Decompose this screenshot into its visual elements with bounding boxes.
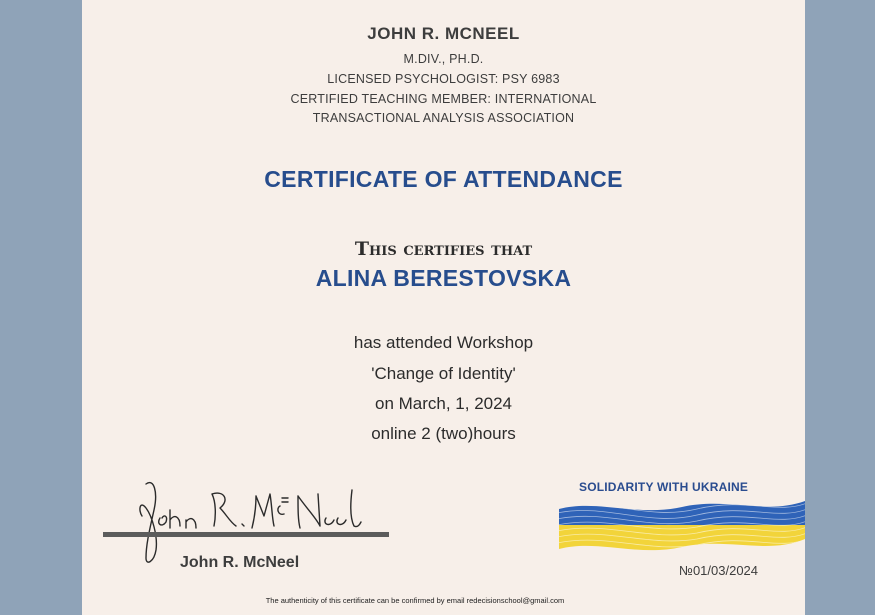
signatory-name: John R. McNeel xyxy=(180,554,300,571)
issuer-name: JOHN R. MCNEEL xyxy=(367,24,520,43)
certificate-title: CERTIFICATE OF ATTENDANCE xyxy=(264,166,623,192)
issuer-degree: M.DIV., PH.D. xyxy=(403,52,484,66)
recipient-name: ALINA BERESTOVSKA xyxy=(315,265,572,291)
authenticity-footer: The authenticity of this certificate can be confirmed by email redecisionschool@gmail.com xyxy=(265,596,565,605)
workshop-name: 'Change of Identity' xyxy=(371,364,516,383)
solidarity-badge-text: SOLIDARITY WITH UKRAINE xyxy=(579,480,749,494)
issuer-license: LICENSED PSYCHOLOGIST: PSY 6983 xyxy=(327,72,560,86)
ukraine-wave-flag-icon xyxy=(557,495,807,555)
certificate-number: №01/03/2024 xyxy=(679,563,759,578)
signature-line xyxy=(103,532,389,537)
certifies-text: This certifies that xyxy=(354,238,533,260)
workshop-date: on March, 1, 2024 xyxy=(374,394,513,413)
attendance-line: has attended Workshop xyxy=(353,333,534,352)
issuer-membership: CERTIFIED TEACHING MEMBER: INTERNATIONAL xyxy=(290,92,597,106)
issuer-association: TRANSACTIONAL ANALYSIS ASSOCIATION xyxy=(312,111,575,125)
workshop-duration: online 2 (two)hours xyxy=(371,424,516,443)
certificate-sheet xyxy=(82,0,805,615)
